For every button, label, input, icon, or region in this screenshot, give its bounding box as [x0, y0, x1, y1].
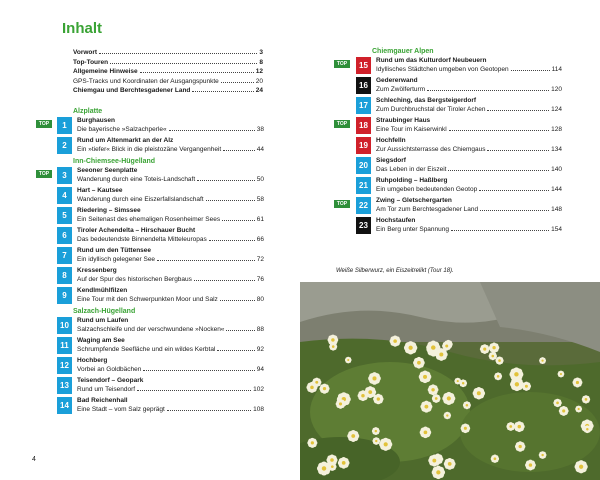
region-heading: Salzach-Hügelland [73, 308, 136, 315]
tour-entry[interactable] [36, 247, 264, 264]
tour-text [77, 287, 264, 304]
tour-number-box: 5 [57, 207, 72, 224]
front-matter-item[interactable] [73, 86, 263, 96]
toc-left-column [36, 107, 264, 417]
tour-subtitle-line [77, 326, 264, 335]
tour-text [77, 137, 264, 154]
tour-text [77, 397, 264, 414]
flower-mark [307, 438, 317, 448]
flower-mark [364, 386, 376, 398]
tour-subtitle: Vorbei an Goldbächen [77, 365, 142, 373]
tour-entry[interactable] [36, 317, 264, 334]
tour-title: Rund um Laufen [77, 317, 129, 324]
leader-dots [197, 180, 255, 181]
region-heading: Alzplatte [73, 108, 103, 115]
tour-title: Hochberg [77, 357, 108, 364]
leader-dots [511, 70, 550, 71]
tour-number-box: 16 [356, 77, 371, 94]
tour-entry[interactable] [36, 227, 264, 244]
tour-title: Straubinger Haus [376, 117, 431, 124]
flower-mark [372, 427, 380, 435]
tour-text [77, 207, 264, 224]
tour-number-box: 11 [57, 337, 72, 354]
tour-subtitle-line [376, 166, 562, 175]
tour-text [376, 137, 562, 154]
leader-dots [226, 330, 254, 331]
tour-subtitle: Eine Tour mit den Schwerpunkten Moor und Salz [77, 295, 218, 303]
flower-mark [345, 357, 352, 364]
tour-subtitle: Ein umgeben bedeutenden Geotop [376, 185, 478, 193]
tour-subtitle-line [376, 86, 562, 95]
tour-title: Ruhpolding – Haßlberg [376, 177, 448, 184]
tour-number-box: 1 [57, 117, 72, 134]
tour-text [77, 267, 264, 284]
leader-dots [487, 150, 549, 151]
front-matter-item[interactable] [73, 77, 263, 87]
tour-title: Burghausen [77, 117, 115, 124]
tour-text [77, 357, 264, 374]
page-ref: 8 [259, 58, 263, 66]
flower-mark [510, 377, 524, 391]
page-ref: 76 [256, 275, 264, 283]
tour-entry[interactable] [334, 197, 562, 214]
tour-number-box: 10 [57, 317, 72, 334]
tour-number-box: 3 [57, 167, 72, 184]
tour-text [77, 227, 264, 244]
leader-dots [99, 53, 257, 54]
tour-entry[interactable] [334, 137, 562, 154]
top-tour-badge: TOP [334, 200, 350, 208]
page-ref: 61 [256, 215, 264, 223]
tour-subtitle-line [376, 186, 562, 195]
tour-entry[interactable] [36, 397, 264, 414]
flower-mark [432, 394, 441, 403]
page-ref: 72 [256, 255, 264, 263]
tour-title: Gedererwand [376, 77, 418, 84]
tour-subtitle-line [77, 276, 264, 285]
flower-mark [390, 336, 401, 347]
leader-dots [427, 90, 549, 91]
tour-subtitle: Zum Zwölferturm [376, 85, 426, 93]
flower-mark [583, 425, 591, 433]
tour-entry[interactable] [36, 267, 264, 284]
flower-mark [379, 438, 392, 451]
tour-subtitle: Wanderung durch eine Toteis-Landschaft [77, 175, 196, 183]
tour-title: Riedering – Simssee [77, 207, 141, 214]
top-tour-badge: TOP [334, 60, 350, 68]
leader-dots [140, 72, 254, 73]
tour-number-box: 23 [356, 217, 371, 234]
tour-title: Hart – Kautsee [77, 187, 123, 194]
flower-mark [489, 352, 497, 360]
tour-number-box: 8 [57, 267, 72, 284]
flower-mark [480, 344, 490, 354]
tour-text [376, 177, 562, 194]
flower-photo-illustration [300, 282, 600, 480]
tour-entry[interactable] [36, 187, 264, 204]
tour-subtitle: Ein idyllisch gelegener See [77, 255, 156, 263]
tour-subtitle-line [77, 386, 264, 395]
flower-mark [444, 458, 456, 470]
leader-dots [169, 130, 255, 131]
top-tour-badge: TOP [36, 120, 52, 128]
flower-mark [336, 399, 346, 409]
flower-mark [558, 371, 565, 378]
tour-subtitle-line [77, 146, 264, 155]
page-ref: 24 [255, 87, 263, 94]
region-heading: Chiemgauer Alpen [372, 48, 434, 55]
flower-mark [553, 399, 561, 407]
tour-number-box: 14 [57, 397, 72, 414]
tour-entry[interactable] [36, 167, 264, 184]
top-tour-badge: TOP [334, 120, 350, 128]
flower-mark [428, 384, 439, 395]
flower-mark [539, 357, 546, 364]
page-ref: 88 [256, 325, 264, 333]
tour-entry[interactable] [36, 287, 264, 304]
flower-mark [575, 460, 588, 473]
page-ref: 44 [256, 145, 264, 153]
tour-number-box: 17 [356, 97, 371, 114]
page-ref: 80 [256, 295, 264, 303]
tour-subtitle-line [77, 406, 264, 415]
flower-mark [419, 371, 432, 384]
flower-mark [372, 437, 380, 445]
tour-number-box: 6 [57, 227, 72, 244]
tour-title: Seeoner Seenplatte [77, 167, 138, 174]
leader-dots [137, 390, 251, 391]
page-ref: 94 [256, 365, 264, 373]
flower-mark [426, 341, 440, 355]
tour-subtitle-line [77, 126, 264, 135]
tour-title: Schleching, das Bergsteigerdorf [376, 97, 477, 104]
leader-dots [206, 200, 255, 201]
flower-mark [454, 378, 461, 385]
page-ref: 108 [253, 405, 264, 413]
tour-subtitle: Eine Stadt – vom Salz geprägt [77, 405, 165, 413]
tour-entry[interactable] [334, 97, 562, 114]
front-matter-label: GPS-Tracks und Koordinaten der Ausgangspunkte [73, 77, 219, 85]
tour-number-box: 21 [356, 177, 371, 194]
flower-mark [347, 430, 359, 442]
leader-dots [157, 260, 255, 261]
tour-subtitle-line [77, 216, 264, 225]
toc-right-column [334, 47, 562, 237]
tour-subtitle: Eine Tour im Kaiserwinkl [376, 125, 447, 133]
flower-mark [432, 466, 445, 479]
flower-mark [428, 454, 440, 466]
tour-text [77, 377, 264, 394]
page-ref: 134 [551, 145, 562, 153]
leader-dots [143, 370, 254, 371]
tour-subtitle: Schrumpfende Seefläche und ein wildes Kerbtal [77, 345, 216, 353]
tour-entry[interactable] [36, 377, 264, 394]
tour-text [376, 157, 562, 174]
tour-subtitle: Ein »tiefer« Blick in die pleistozäne Vergangenheit [77, 145, 222, 153]
page-ref: 114 [551, 65, 562, 73]
tour-text [77, 187, 264, 204]
page-ref: 12 [255, 68, 263, 75]
tour-subtitle-line [376, 66, 562, 75]
tour-title: Teisendorf – Geopark [77, 377, 144, 384]
front-matter-label: Top-Touren [73, 58, 109, 66]
leader-dots [110, 63, 257, 64]
region-heading: Inn-Chiemsee-Hügelland [73, 158, 156, 165]
tour-entry[interactable] [36, 207, 264, 224]
flower-mark [539, 451, 547, 459]
tour-subtitle: Idyllisches Städtchen umgeben von Geotopen [376, 65, 509, 73]
tour-text [376, 57, 562, 74]
flower-mark [495, 357, 503, 365]
front-matter-label: Allgemeine Hinweise [73, 68, 138, 75]
leader-dots [479, 190, 549, 191]
tour-number-box: 9 [57, 287, 72, 304]
tour-subtitle-line [376, 146, 562, 155]
leader-dots [167, 410, 251, 411]
flower-mark [404, 341, 417, 354]
tour-subtitle: Das bedeutendste Binnendelta Mitteleuropas [77, 235, 207, 243]
leader-dots [221, 82, 254, 83]
flower-mark [461, 424, 471, 434]
tour-title: Hochstaufen [376, 217, 416, 224]
leader-dots [217, 350, 254, 351]
tour-subtitle-line [77, 256, 264, 265]
tour-subtitle: Rund um Teisendorf [77, 385, 136, 393]
page-ref: 124 [551, 105, 562, 113]
front-matter-item[interactable] [73, 58, 263, 68]
tour-subtitle: Am Tor zum Berchtesgadener Land [376, 205, 479, 213]
tour-subtitle-line [77, 346, 264, 355]
flower-mark [306, 382, 317, 393]
flower-mark [514, 421, 525, 432]
tour-text [376, 97, 562, 114]
tour-number-box: 19 [356, 137, 371, 154]
tour-subtitle: Zur Aussichtsterrasse des Chiemgaus [376, 145, 486, 153]
tour-subtitle: Salzachschleife und der verschwundene »Nocken« [77, 325, 225, 333]
flower-mark [328, 462, 336, 470]
leader-dots [220, 300, 255, 301]
page-ref: 58 [256, 195, 264, 203]
page-ref: 120 [551, 85, 562, 93]
tour-subtitle: Die bayerische »Salzachperle« [77, 125, 167, 133]
flower-mark [463, 401, 471, 409]
page-ref: 144 [551, 185, 562, 193]
tour-number-box: 13 [57, 377, 72, 394]
photo-caption: Weiße Silberwurz, ein Eiszeitrelikt (Tour 18). [336, 268, 454, 274]
tour-number-box: 22 [356, 197, 371, 214]
tour-entry[interactable] [36, 337, 264, 354]
tour-subtitle: Zum Durchbruchstal der Tiroler Achen [376, 105, 486, 113]
tour-entry[interactable] [36, 357, 264, 374]
page-ref: 3 [259, 49, 263, 56]
front-matter-label: Chiemgau und Berchtesgadener Land [73, 87, 191, 94]
flower-mark [515, 441, 525, 451]
front-matter-item[interactable] [73, 67, 263, 77]
tour-number-box: 15 [356, 57, 371, 74]
leader-dots [223, 150, 255, 151]
tour-title: Bad Reichenhall [77, 397, 128, 404]
tour-entry[interactable] [36, 137, 264, 154]
flower-mark [473, 387, 485, 399]
tour-number-box: 7 [57, 247, 72, 264]
tour-subtitle-line [77, 366, 264, 375]
tour-text [77, 167, 264, 184]
tour-entry[interactable] [36, 117, 264, 134]
tour-text [376, 197, 562, 214]
flower-mark [525, 460, 536, 471]
tour-subtitle-line [376, 126, 562, 135]
tour-number-box: 12 [57, 357, 72, 374]
tour-text [77, 117, 264, 134]
flower-mark [420, 427, 432, 439]
tour-title: Siegsdorf [376, 157, 406, 164]
flower-mark [572, 378, 582, 388]
tour-entry[interactable] [334, 157, 562, 174]
tour-subtitle-line [77, 196, 264, 205]
flower-mark [582, 395, 590, 403]
top-tour-badge: TOP [36, 170, 52, 178]
tour-entry[interactable] [334, 217, 562, 234]
tour-title: Hochfelln [376, 137, 406, 144]
flower-mark [506, 422, 515, 431]
tour-title: Kressenberg [77, 267, 117, 274]
tour-subtitle-line [77, 176, 264, 185]
leader-dots [480, 210, 549, 211]
tour-text [376, 217, 562, 234]
flower-mark [575, 406, 582, 413]
tour-entry[interactable] [334, 177, 562, 194]
tour-title: Tiroler Achendelta – Hirschauer Bucht [77, 227, 196, 234]
flower-mark [491, 455, 499, 463]
tour-title: Kendlmühlfilzen [77, 287, 128, 294]
leader-dots [487, 110, 549, 111]
flower-mark [319, 384, 329, 394]
flower-mark [338, 457, 350, 469]
leader-dots [192, 91, 253, 92]
tour-title: Zwing – Gletschergarten [376, 197, 452, 204]
tour-text [376, 77, 562, 94]
page-ref: 92 [256, 345, 264, 353]
page-ref: 102 [253, 385, 264, 393]
tour-text [77, 337, 264, 354]
tour-subtitle-line [376, 106, 562, 115]
page-ref: 50 [256, 175, 264, 183]
tour-subtitle: Das Leben in der Eiszeit [376, 165, 447, 173]
flower-mark [368, 372, 381, 385]
tour-number-box: 18 [356, 117, 371, 134]
tour-entry[interactable] [334, 117, 562, 134]
leader-dots [449, 130, 549, 131]
page-ref: 38 [256, 125, 264, 133]
tour-subtitle-line [77, 236, 264, 245]
flower-mark [489, 343, 499, 353]
page-ref: 20 [255, 77, 263, 85]
front-matter-item[interactable] [73, 48, 263, 58]
front-matter-list [73, 48, 263, 96]
tour-title: Rund um das Kulturdorf Neubeuern [376, 57, 487, 64]
tour-subtitle-line [376, 206, 562, 215]
tour-text [77, 247, 264, 264]
tour-number-box: 4 [57, 187, 72, 204]
tour-subtitle: Auf der Spur des historischen Bergbaus [77, 275, 192, 283]
page-title: Inhalt [62, 20, 102, 37]
tour-number-box: 20 [356, 157, 371, 174]
tour-subtitle: Ein Berg unter Spannung [376, 225, 449, 233]
leader-dots [209, 240, 255, 241]
flower-mark [559, 406, 569, 416]
flower-mark [329, 343, 337, 351]
tour-title: Rund um den Tüttensee [77, 247, 152, 254]
tour-subtitle: Wanderung durch eine Eiszerfallslandschaft [77, 195, 204, 203]
page-ref: 128 [551, 125, 562, 133]
tour-subtitle: Ein Seitenast des ehemaligen Rosenheimer Sees [77, 215, 221, 223]
photo-white-mountain-avens [300, 282, 600, 480]
tour-title: Waging am See [77, 337, 125, 344]
page-number: 4 [32, 456, 36, 463]
flower-mark [420, 401, 432, 413]
tour-title: Rund um Altenmarkt an der Alz [77, 137, 174, 144]
page-ref: 140 [551, 165, 562, 173]
leader-dots [451, 230, 549, 231]
tour-entry[interactable] [334, 57, 562, 74]
flower-mark [444, 412, 451, 419]
page-ref: 148 [551, 205, 562, 213]
leader-dots [448, 170, 549, 171]
leader-dots [194, 280, 255, 281]
tour-text [376, 117, 562, 134]
flower-mark [494, 372, 502, 380]
tour-text [77, 317, 264, 334]
tour-subtitle-line [376, 226, 562, 235]
page-ref: 154 [551, 225, 562, 233]
tour-number-box: 2 [57, 137, 72, 154]
tour-subtitle-line [77, 296, 264, 305]
flower-mark [413, 357, 425, 369]
page-ref: 66 [256, 235, 264, 243]
tour-entry[interactable] [334, 77, 562, 94]
flower-mark [442, 392, 455, 405]
front-matter-label: Vorwort [73, 49, 98, 56]
flower-mark [442, 341, 451, 350]
leader-dots [222, 220, 255, 221]
